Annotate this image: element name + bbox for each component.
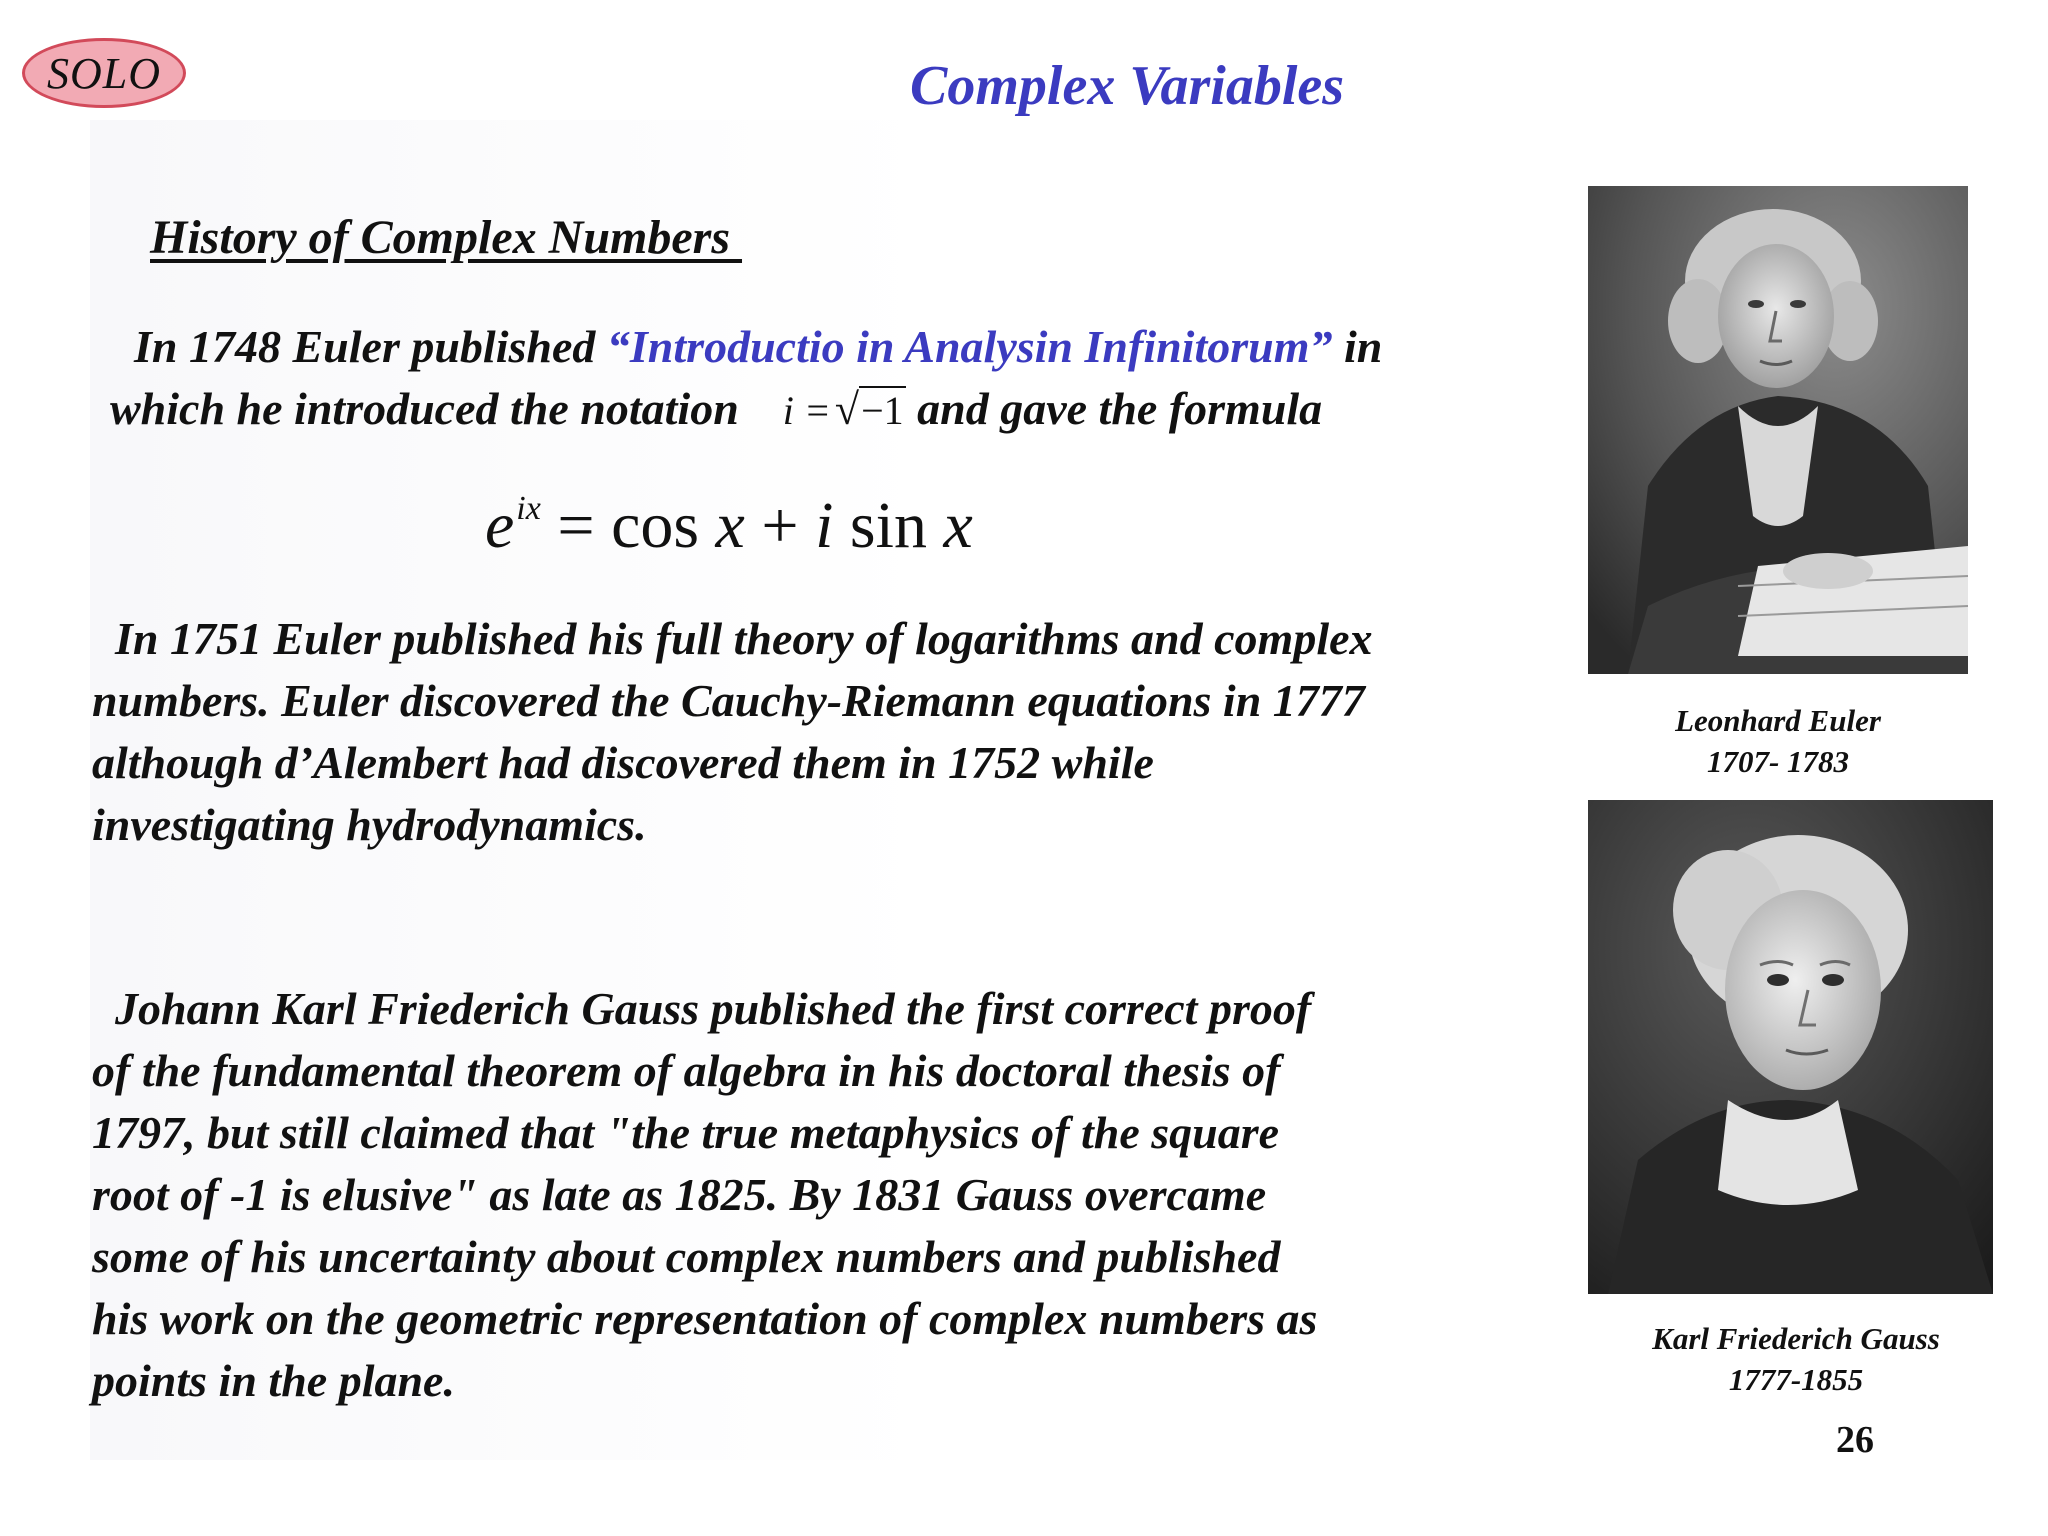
paragraph-line: points in the plane. [92, 1355, 455, 1406]
paragraph-line [134, 316, 1382, 378]
paragraph-line: investigating hydrodynamics. [92, 799, 647, 850]
formula-imaginary-unit: i [815, 489, 834, 562]
paragraph-euler-1748 [110, 316, 1383, 442]
euler-portrait [1588, 186, 1968, 674]
euler-formula [485, 488, 973, 564]
gauss-portrait [1588, 800, 1993, 1294]
formula-variable: x [715, 489, 745, 562]
sqrt-icon: √ [834, 385, 860, 434]
paragraph-line: although d’Alembert had discovered them in 1752 while [92, 737, 1154, 788]
paragraph-line: numbers. Euler discovered the Cauchy-Riemann equations in 1777 [92, 675, 1365, 726]
notation-equation [782, 385, 906, 434]
book-title: “Introductio in Analysin Infinitorum” [606, 321, 1333, 372]
euler-name: Leonhard Euler [1675, 703, 1881, 738]
text-segment: which he introduced the notation [110, 383, 739, 434]
slide-title: Complex Variables [910, 55, 1345, 117]
notation-lhs: i = [782, 388, 831, 433]
paragraph-line: In 1751 Euler published his full theory of logarithms and complex [92, 613, 1373, 664]
solo-logo [22, 38, 186, 108]
euler-caption [1608, 700, 1948, 782]
paragraph-euler-1751 [92, 608, 1373, 856]
formula-variable: x [943, 489, 973, 562]
page-number: 26 [1836, 1419, 1874, 1461]
gauss-dates: 1777-1855 [1728, 1362, 1864, 1397]
section-heading: History of Complex Numbers [150, 211, 743, 264]
gauss-name: Karl Friederich Gauss [1652, 1321, 1940, 1356]
paragraph-line: some of his uncertainty about complex numbers and published [92, 1231, 1281, 1282]
text-segment: and gave the formula [905, 383, 1323, 434]
logo-text: SOLO [46, 48, 162, 98]
paragraph-line: 1797, but still claimed that "the true metaphysics of the square [92, 1107, 1280, 1158]
formula-part: + [744, 489, 816, 562]
formula-base: e [485, 489, 515, 562]
formula-part: sin [833, 489, 944, 562]
paragraph-line: his work on the geometric representation of complex numbers as [92, 1293, 1318, 1344]
paragraph-line [110, 378, 1382, 442]
radicand: −1 [861, 388, 904, 433]
paragraph-gauss [92, 978, 1317, 1412]
paragraph-line: Johann Karl Friederich Gauss published the first correct proof [92, 983, 1312, 1034]
euler-dates: 1707- 1783 [1706, 744, 1850, 779]
paragraph-line: of the fundamental theorem of algebra in his doctoral thesis of [92, 1045, 1281, 1096]
paragraph-line: root of -1 is elusive" as late as 1825. By 1831 Gauss overcame [92, 1169, 1267, 1220]
formula-part: = cos [540, 489, 716, 562]
square-root [831, 379, 906, 442]
formula-exponent: ix [516, 490, 541, 527]
text-segment: in [1332, 321, 1383, 372]
gauss-caption [1606, 1318, 1986, 1400]
text-segment: In 1748 Euler published [134, 321, 607, 372]
